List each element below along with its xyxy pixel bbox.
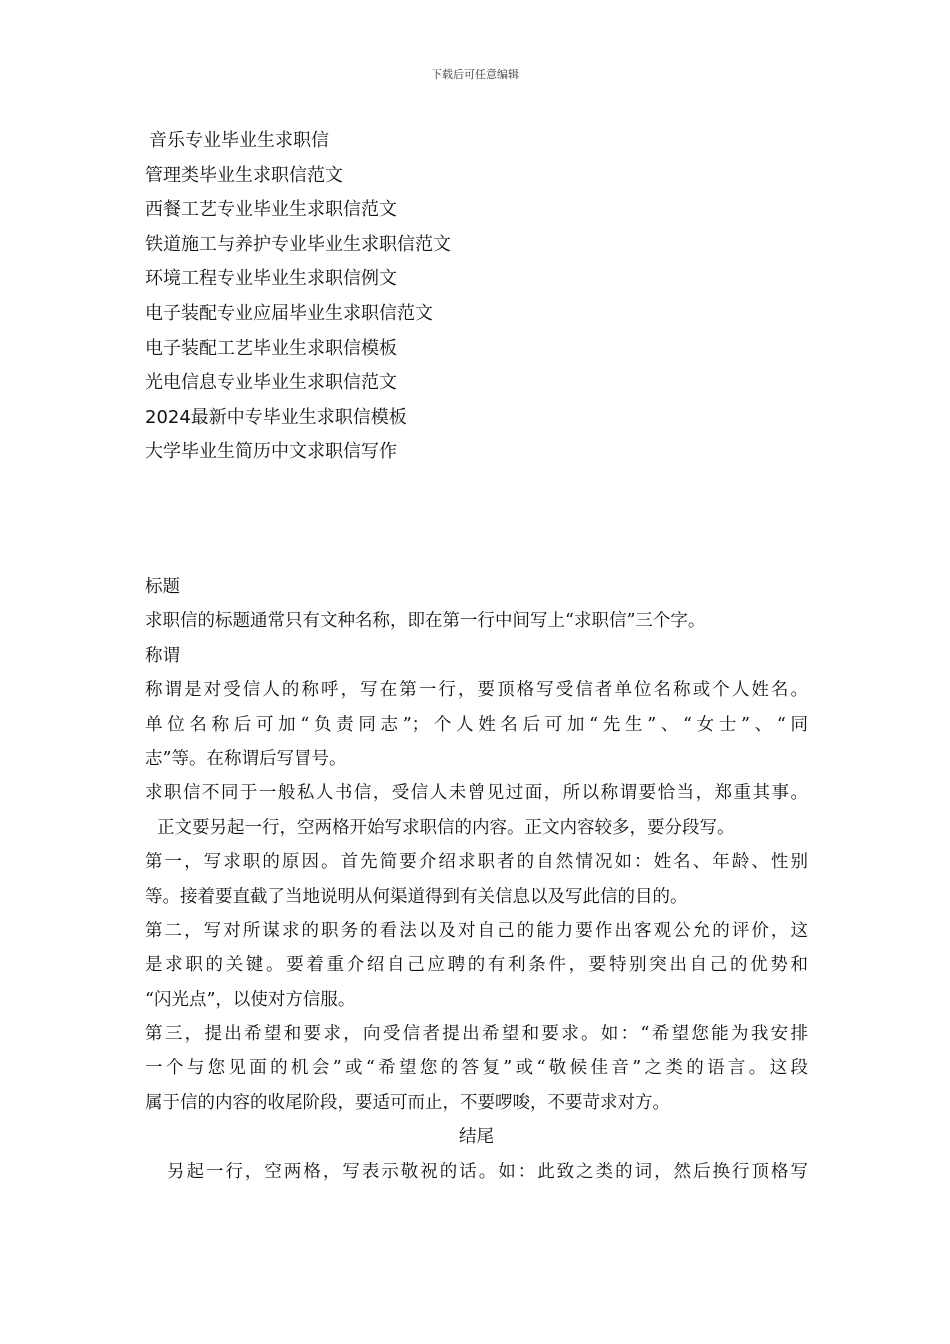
body-line: 属于信的内容的收尾阶段，要适可而止，不要啰唆，不要苛求对方。 <box>145 1092 670 1113</box>
related-link[interactable]: 铁道施工与养护专业毕业生求职信范文 <box>145 233 451 255</box>
related-link[interactable]: 大学毕业生简历中文求职信写作 <box>145 441 397 463</box>
related-link[interactable]: 光电信息专业毕业生求职信范文 <box>145 372 397 394</box>
body-line: 第二，写对所谋求的职务的看法以及对自己的能力要作出客观公允的评价，这 <box>145 920 808 941</box>
related-link[interactable]: 电子装配工艺毕业生求职信模板 <box>145 337 397 359</box>
body-line: 求职信的标题通常只有文种名称，即在第一行中间写上“求职信”三个字。 <box>145 611 706 632</box>
section-heading-salutation: 称谓 <box>145 645 180 666</box>
related-link[interactable]: 环境工程专业毕业生求职信例文 <box>145 268 397 290</box>
related-link[interactable]: 电子装配专业应届毕业生求职信范文 <box>145 302 433 324</box>
related-links-list <box>145 124 815 470</box>
body-line: 单位名称后可加“负责同志”；个人姓名后可加“先生”、“女士”、“同 <box>145 714 808 735</box>
related-link[interactable]: 音乐专业毕业生求职信 <box>149 130 329 151</box>
body-line: 一个与您见面的机会”或“希望您的答复”或“敬候佳音”之类的语言。这段 <box>145 1058 808 1079</box>
section-heading-closing: 结尾 <box>459 1127 494 1148</box>
body-line: 正文要另起一行，空两格开始写求职信的内容。正文内容较多，要分段写。 <box>157 817 735 838</box>
related-link[interactable]: 2024最新中专毕业生求职信模板 <box>145 406 407 428</box>
body-line: “闪光点”，以使对方信服。 <box>145 989 356 1010</box>
body-line: 第一，写求职的原因。首先简要介绍求职者的自然情况如：姓名、年龄、性别 <box>145 852 808 873</box>
body-line: 另起一行，空两格，写表示敬祝的话。如：此致之类的词，然后换行顶格写 <box>167 1161 808 1182</box>
page-header-note: 下载后可任意编辑 <box>431 68 519 81</box>
body-line: 等。接着要直截了当地说明从何渠道得到有关信息以及写此信的目的。 <box>145 886 688 907</box>
section-heading-title: 标题 <box>145 577 180 597</box>
body-line: 是求职的关键。要着重介绍自己应聘的有利条件，要特别突出自己的优势和 <box>145 955 808 976</box>
body-line: 第三，提出希望和要求，向受信者提出希望和要求。如：“希望您能为我安排 <box>145 1024 808 1045</box>
body-line: 志”等。在称谓后写冒号。 <box>145 748 347 769</box>
body-line: 求职信不同于一般私人书信，受信人未曾见过面，所以称谓要恰当，郑重其事。 <box>145 783 808 804</box>
body-line: 称谓是对受信人的称呼，写在第一行，要顶格写受信者单位名称或个人姓名。 <box>145 680 808 701</box>
related-link[interactable]: 管理类毕业生求职信范文 <box>145 164 343 186</box>
related-link[interactable]: 西餐工艺专业毕业生求职信范文 <box>145 199 397 221</box>
document-body <box>145 570 808 1189</box>
